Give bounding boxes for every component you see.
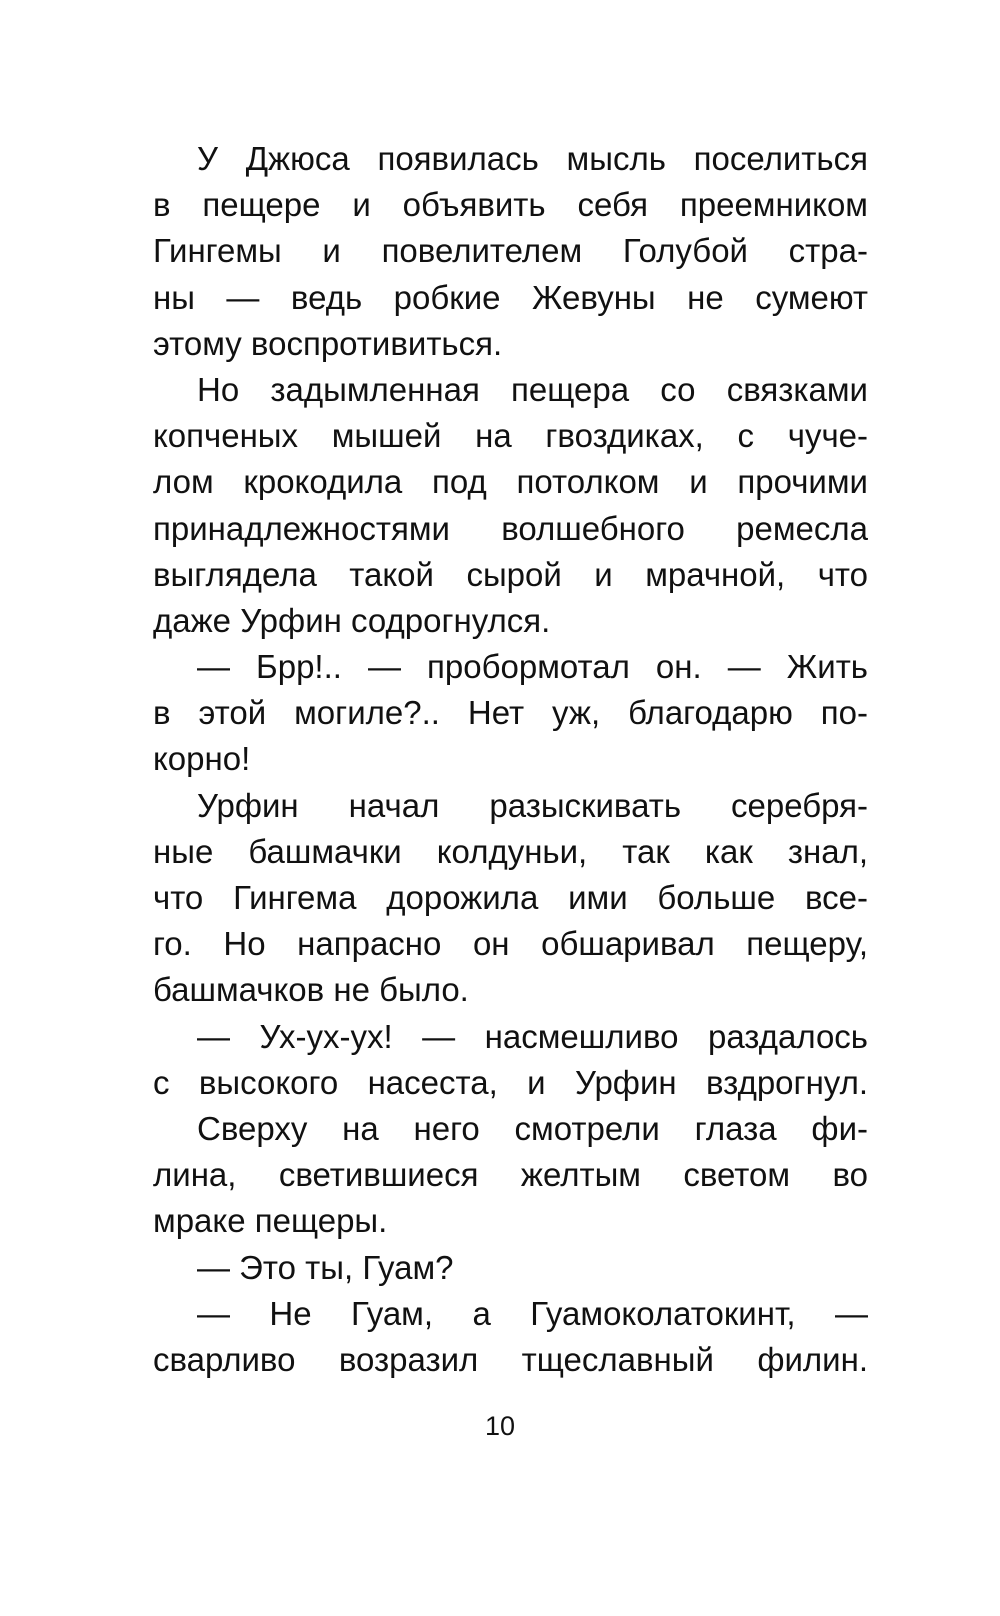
text-line: Урфин начал разыскивать серебря- bbox=[197, 786, 868, 824]
text-line: лина, светившиеся желтым светом во bbox=[153, 1156, 868, 1194]
text-line: Сверху на него смотрели глаза фи- bbox=[197, 1109, 868, 1147]
text-line: этому воспротивиться. bbox=[153, 324, 503, 362]
text-line: мраке пещеры. bbox=[153, 1202, 388, 1240]
text-line: сварливо возразил тщеславный филин. bbox=[153, 1340, 868, 1378]
text-line: в пещере и объявить себя преемником bbox=[153, 186, 868, 224]
text-line: — Не Гуам, а Гуамоколатокинт, — bbox=[197, 1294, 868, 1332]
text-line: — Брр!.. — пробормотал он. — Жить bbox=[197, 648, 868, 686]
text-line: го. Но напрасно он обшаривал пещеру, bbox=[153, 925, 868, 963]
text-line: Гингемы и повелителем Голубой стра- bbox=[153, 232, 868, 270]
text-line: Но задымленная пещера со связками bbox=[197, 370, 868, 408]
text-line: с высокого насеста, и Урфин вздрогнул. bbox=[153, 1063, 868, 1101]
text-line: лом крокодила под потолком и прочими bbox=[153, 463, 868, 501]
text-line: что Гингема дорожила ими больше все- bbox=[153, 879, 868, 916]
text-line: копченых мышей на гвоздиках, с чуче- bbox=[153, 417, 868, 455]
text-line: корно! bbox=[153, 740, 251, 778]
text-line: ные башмачки колдуньи, так как знал, bbox=[153, 832, 868, 870]
text-line: — Это ты, Гуам? bbox=[197, 1248, 454, 1286]
text-line: — Ух-ух-ух! — насмешливо раздалось bbox=[197, 1017, 868, 1055]
text-line: в этой могиле?.. Нет уж, благодарю по- bbox=[153, 694, 868, 732]
page-number: 10 bbox=[484, 1411, 516, 1441]
text-line: выглядела такой сырой и мрачной, что bbox=[153, 555, 868, 593]
text-line: башмачков не было. bbox=[153, 971, 469, 1009]
text-line: даже Урфин содрогнулся. bbox=[153, 601, 551, 639]
text-line: ны — ведь робкие Жевуны не сумеют bbox=[153, 278, 868, 316]
text-line: принадлежностями волшебного ремесла bbox=[153, 509, 868, 547]
page-text bbox=[153, 136, 868, 1383]
text-line: У Джюса появилась мысль поселиться bbox=[197, 140, 868, 177]
